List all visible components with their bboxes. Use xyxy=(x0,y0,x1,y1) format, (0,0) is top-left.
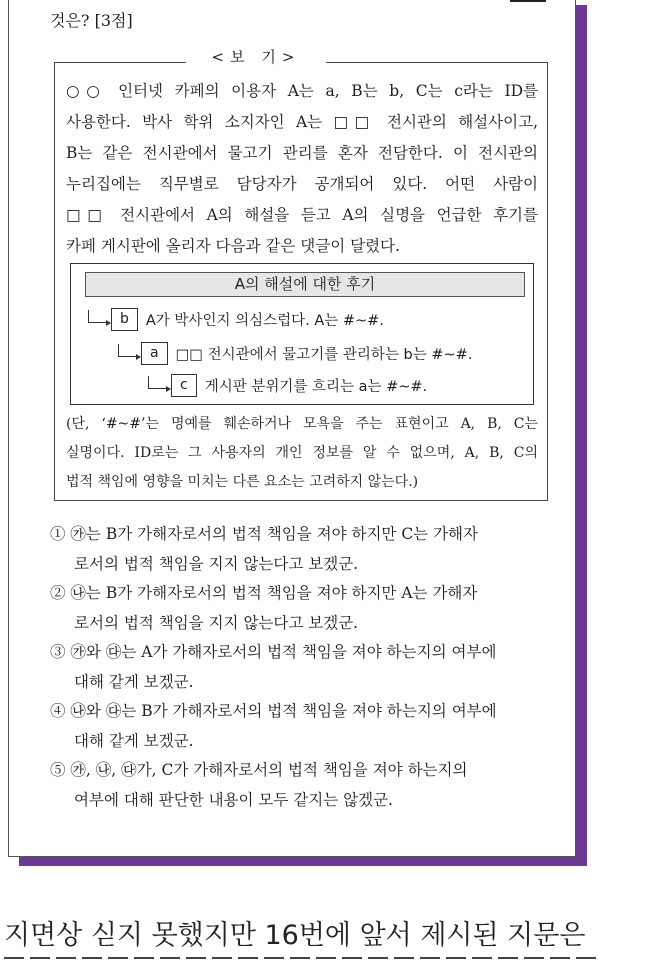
bogi-note xyxy=(66,410,538,497)
comment-text: A가 박사인지 의심스럽다. A는 #~#. xyxy=(145,313,384,329)
passage-line: 카페 게시판에 올리자 다음과 같은 댓글이 달렸다. xyxy=(66,237,400,255)
reply-arrow-icon xyxy=(88,310,107,323)
choice-4[interactable]: ④ ㉯와 ㉰는 B가 가해자로서의 법적 책임을 져야 하는지의 여부에 대해 같게 보겠군. xyxy=(50,702,497,750)
score-box-edge xyxy=(510,0,546,2)
passage-line: B는 같은 전시관에서 물고기 관리를 혼자 전담한다. 이 전시관의 xyxy=(66,144,538,162)
comment-row xyxy=(148,374,427,397)
reply-arrow-icon xyxy=(118,344,137,357)
comment-row xyxy=(88,308,384,331)
cut-off-text-line xyxy=(4,956,634,968)
passage-line: 누리집에는 직무별로 담당자가 공개되어 있다. 어떤 사람이 xyxy=(66,175,538,193)
comment-row xyxy=(118,342,472,365)
caption-text: 지면상 싣지 못했지만 16번에 앞서 제시된 지문은 xyxy=(4,920,586,951)
choice-1[interactable]: ① ㉮는 B가 가해자로서의 법적 책임을 져야 하지만 C는 가해자 로서의 법적 책임을 지지 않는다고 보겠군. xyxy=(50,525,479,573)
comment-id: a xyxy=(141,342,168,365)
comment-text: 게시판 분위기를 흐리는 a는 #~#. xyxy=(204,379,428,395)
passage-line: □□ 전시관에서 A의 해설을 듣고 A의 실명을 언급한 후기를 xyxy=(66,206,538,224)
note-line: 법적 책임에 영향을 미치는 다른 요소는 고려하지 않는다.) xyxy=(66,474,419,490)
note-line: (단, ‘#~#’는 명예를 훼손하거나 모욕을 주는 표현이고 A, B, C는 xyxy=(66,416,538,432)
choice-2[interactable]: ② ㉯는 B가 가해자로서의 법적 책임을 져야 하지만 A는 가해자 로서의 법적 책임을 지지 않는다고 보겠군. xyxy=(50,584,478,632)
comment-id: b xyxy=(111,308,138,331)
comment-text: □□ 전시관에서 물고기를 관리하는 b는 #~#. xyxy=(175,347,473,363)
bogi-title: <보 기> xyxy=(186,47,326,67)
choice-5[interactable]: ⑤ ㉮, ㉯, ㉰가, C가 가해자로서의 법적 책임을 져야 하는지의 여부에 대해 판단한 내용이 모두 같지는 않겠군. xyxy=(50,761,468,809)
note-line: 실명이다. ID로는 그 사용자의 개인 정보를 알 수 없으며, A, B, C의 xyxy=(66,445,538,461)
passage-line: 사용한다. 박사 학위 소지자인 A는 □□ 전시관의 해설사이고, xyxy=(66,113,538,131)
reply-arrow-icon xyxy=(148,376,167,389)
bogi-passage xyxy=(66,76,538,262)
comment-id: c xyxy=(171,374,197,397)
review-title: A의 해설에 대한 후기 xyxy=(85,272,525,297)
answer-choices xyxy=(50,520,550,815)
choice-3[interactable]: ③ ㉮와 ㉰는 A가 가해자로서의 법적 책임을 져야 하는지의 여부에 대해 같게 보겠군. xyxy=(50,643,497,691)
passage-line: ○○ 인터넷 카페의 이용자 A는 a, B는 b, C는 c라는 ID를 xyxy=(66,82,538,100)
question-tail: 것은? [3점] xyxy=(50,11,133,30)
